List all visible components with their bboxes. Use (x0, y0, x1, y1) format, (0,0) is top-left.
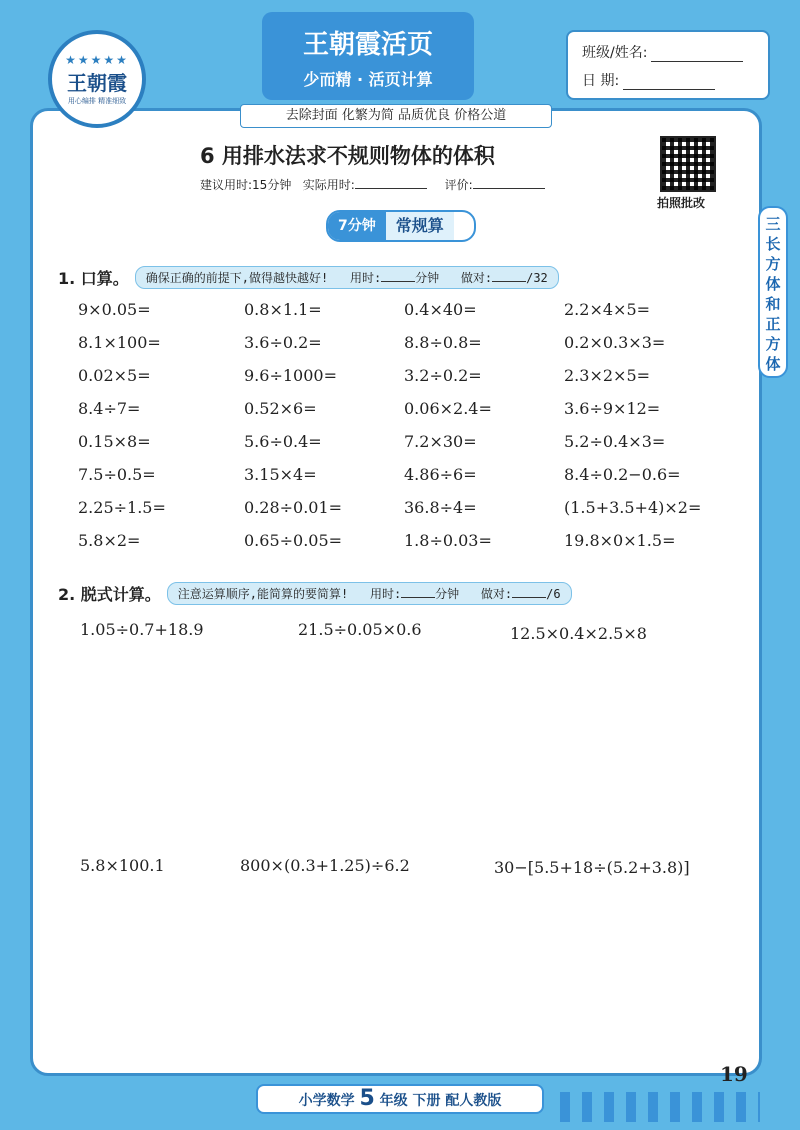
section-time: 7分钟 (328, 212, 386, 240)
footer-grade-number: 5 (359, 1086, 375, 1111)
slogan: 去除封面 化繁为简 品质优良 价格公道 (240, 104, 552, 128)
logo-stars: ★★★★★ (65, 52, 129, 67)
page-number: 19 (720, 1062, 748, 1086)
oral-problem: 9×0.05= (78, 300, 151, 319)
calc-problem-2: 21.5÷0.05×0.6 (298, 620, 422, 639)
lesson-title: 6 用排水法求不规则物体的体积 (200, 144, 495, 168)
qr-code-icon[interactable] (660, 136, 716, 192)
chapter-side-tab (758, 206, 788, 378)
logo-subtext: 用心编排 精准细致 (67, 96, 127, 105)
side-tab-char: 和 (765, 295, 781, 313)
calc-problem-4: 5.8×100.1 (80, 856, 165, 875)
oral-problem: 1.8÷0.03= (404, 531, 492, 550)
decorative-stripes (560, 1092, 760, 1122)
oral-problem: (1.5+3.5+4)×2= (564, 498, 702, 517)
oral-problem: 3.2÷0.2= (404, 366, 482, 385)
section-name: 常规算 (386, 212, 454, 240)
side-tab-char: 三 (765, 215, 781, 233)
oral-problem: 8.8÷0.8= (404, 333, 482, 352)
side-tab-char: 方 (765, 335, 781, 353)
side-tab-char: 正 (765, 315, 781, 333)
question-2-time-label: 用时: (369, 587, 402, 601)
oral-problem: 0.2×0.3×3= (564, 333, 666, 352)
oral-problem: 4.86÷6= (404, 465, 477, 484)
oral-problem: 3.6÷0.2= (244, 333, 322, 352)
oral-problem: 0.52×6= (244, 399, 317, 418)
oral-problem: 2.25÷1.5= (78, 498, 166, 517)
evaluation-blank[interactable] (473, 188, 545, 189)
oral-problem: 19.8×0×1.5= (564, 531, 676, 550)
footer-grade-text: 年级 下册 配人教版 (379, 1093, 502, 1109)
question-1-correct-label: 做对: (460, 271, 493, 285)
footer-banner (256, 1084, 544, 1114)
oral-problem: 0.06×2.4= (404, 399, 492, 418)
oral-problem: 3.6÷9×12= (564, 399, 661, 418)
logo-text: 王朝霞 (67, 70, 127, 95)
question-2-total: /6 (546, 587, 561, 601)
question-1-total: /32 (526, 271, 548, 285)
question-2-correct-blank[interactable] (512, 597, 546, 598)
side-tab-char: 体 (765, 355, 781, 373)
actual-time-label: 实际用时: (302, 178, 355, 192)
side-tab-char: 长 (765, 235, 781, 253)
class-name-blank[interactable] (651, 47, 743, 62)
side-tab-char: 方 (765, 255, 781, 273)
oral-problem: 8.4÷7= (78, 399, 141, 418)
question-2-correct-label: 做对: (480, 587, 513, 601)
question-2-tip (167, 582, 572, 605)
question-1-time-blank[interactable] (381, 281, 415, 282)
side-tab-char: 体 (765, 275, 781, 293)
oral-problem: 0.4×40= (404, 300, 477, 319)
oral-problem: 2.3×2×5= (564, 366, 651, 385)
oral-problem: 5.6÷0.4= (244, 432, 322, 451)
question-1-tip (135, 266, 559, 289)
oral-problem: 0.02×5= (78, 366, 151, 385)
class-name-label: 班级/姓名: (582, 45, 648, 61)
publisher-logo (48, 30, 146, 128)
section-badge (326, 210, 476, 242)
calc-problem-5: 800×(0.3+1.25)÷6.2 (240, 856, 410, 875)
oral-problem: 7.5÷0.5= (78, 465, 156, 484)
oral-problem: 8.4÷0.2−0.6= (564, 465, 681, 484)
calc-problem-1: 1.05÷0.7+18.9 (80, 620, 204, 639)
brand-title: 王朝霞活页 (302, 30, 433, 60)
question-1-tip-text: 确保正确的前提下,做得越快越好! (145, 271, 329, 285)
oral-problem: 0.28÷0.01= (244, 498, 343, 517)
question-1-time-unit: 分钟 (415, 271, 440, 285)
question-2-tip-text: 注意运算顺序,能简算的要简算! (177, 587, 349, 601)
oral-problem: 2.2×4×5= (564, 300, 651, 319)
oral-problem: 36.8÷4= (404, 498, 477, 517)
question-1-grid (78, 300, 738, 553)
suggested-time: 建议用时:15分钟 (200, 178, 292, 192)
brand-subtitle: 少而精 · 活页计算 (303, 70, 433, 89)
question-1-time-label: 用时: (349, 271, 382, 285)
oral-problem: 0.15×8= (78, 432, 151, 451)
oral-problem: 5.2÷0.4×3= (564, 432, 666, 451)
oral-problem: 5.8×2= (78, 531, 141, 550)
question-1-header (58, 266, 559, 289)
qr-label: 拍照批改 (657, 196, 706, 210)
actual-time-blank[interactable] (355, 188, 427, 189)
date-label: 日 期: (582, 73, 620, 89)
time-info (200, 176, 559, 193)
brand-banner (262, 12, 474, 100)
question-2-label: 2. 脱式计算。 (58, 585, 161, 604)
question-2-header (58, 582, 572, 605)
date-blank[interactable] (623, 75, 715, 90)
question-1-label: 1. 口算。 (58, 269, 129, 288)
question-2-time-unit: 分钟 (435, 587, 460, 601)
oral-problem: 0.8×1.1= (244, 300, 322, 319)
oral-problem: 7.2×30= (404, 432, 477, 451)
oral-problem: 9.6÷1000= (244, 366, 337, 385)
calc-problem-6: 30−[5.5+18÷(5.2+3.8)] (494, 858, 690, 877)
evaluation-label: 评价: (444, 178, 473, 192)
question-1-correct-blank[interactable] (492, 281, 526, 282)
name-date-box (566, 30, 770, 100)
oral-problem: 0.65÷0.05= (244, 531, 343, 550)
oral-problem: 3.15×4= (244, 465, 317, 484)
oral-problem: 8.1×100= (78, 333, 161, 352)
question-2-time-blank[interactable] (401, 597, 435, 598)
footer-subject: 小学数学 (298, 1093, 355, 1109)
calc-problem-3: 12.5×0.4×2.5×8 (510, 624, 647, 643)
